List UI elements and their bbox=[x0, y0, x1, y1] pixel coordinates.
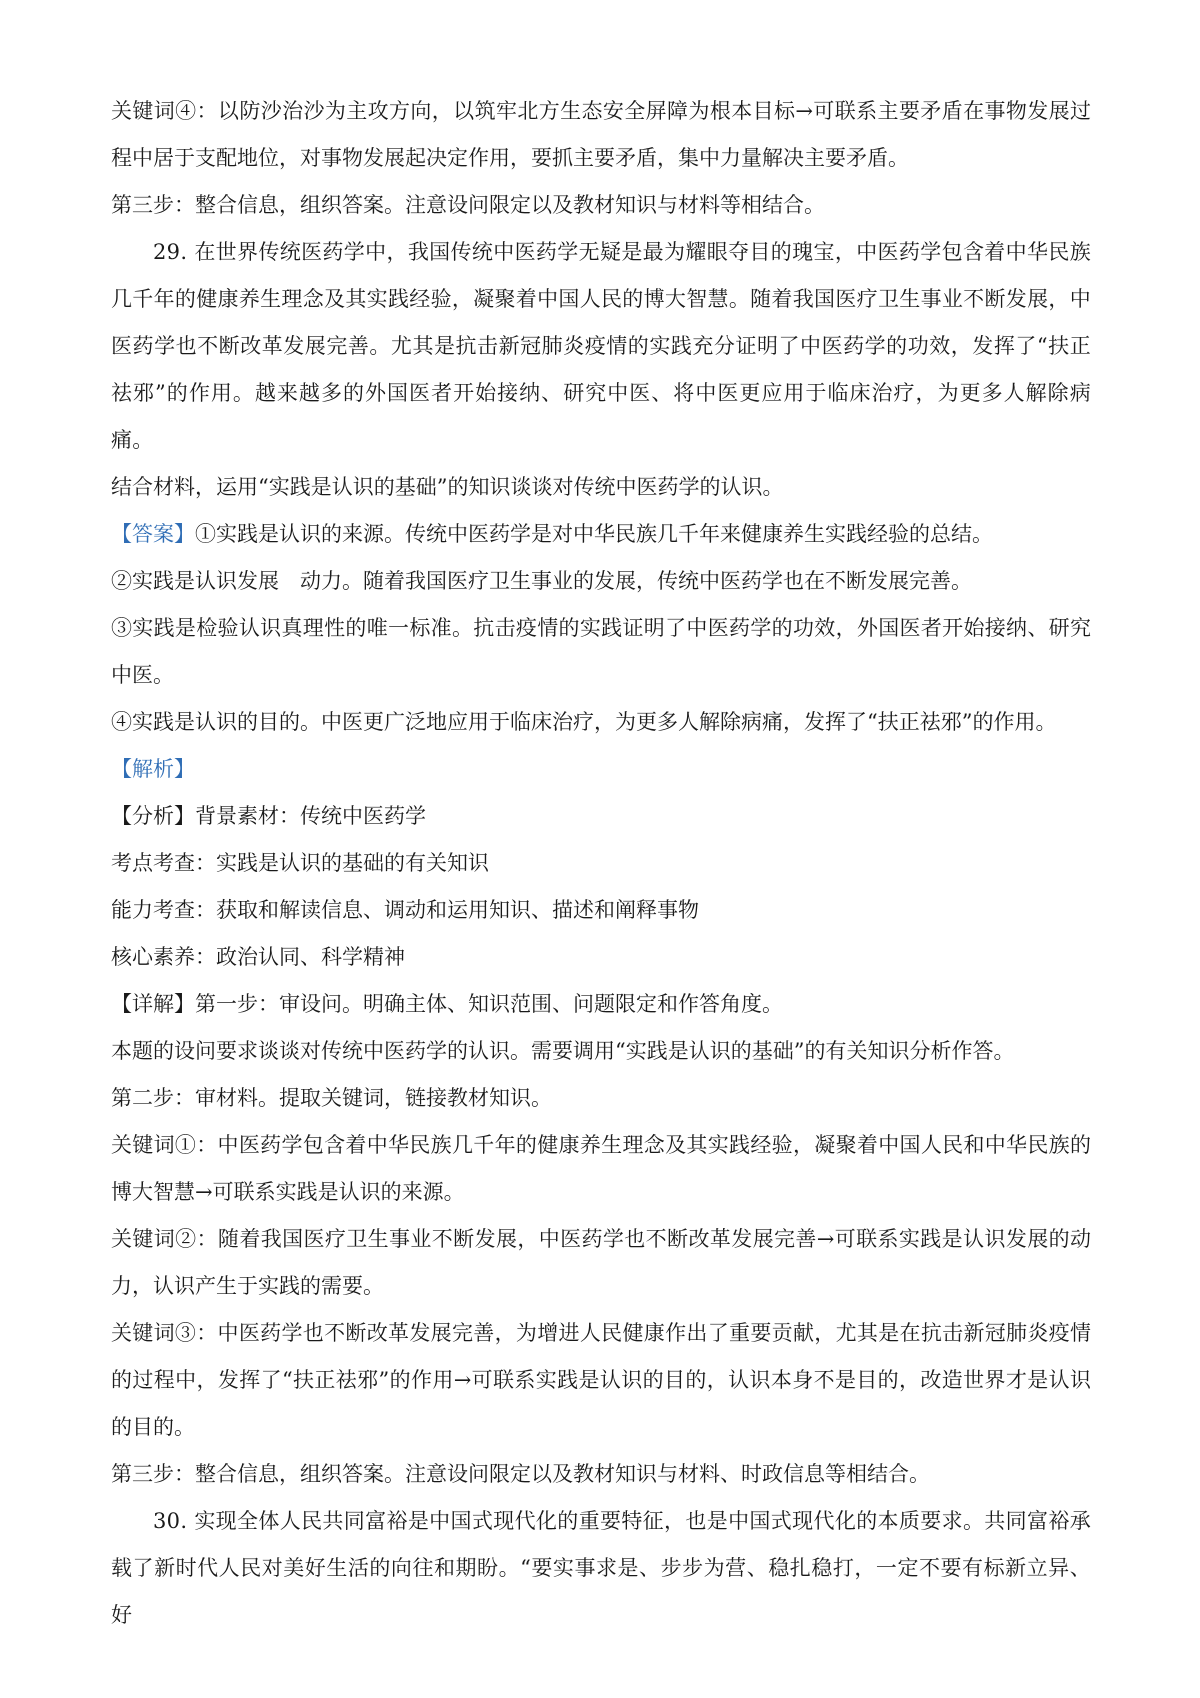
answer-line-2: ②实践是认识发展 动力。随着我国医疗卫生事业的发展，传统中医药学也在不断发展完善。 bbox=[111, 569, 972, 593]
answer-label: 【答案】 bbox=[111, 522, 195, 546]
analysis-line: 本题的设问要求谈谈对传统中医药学的认识。需要调用“实践是认识的基础”的有关知识分析作答。 bbox=[111, 1039, 1015, 1063]
analysis-line: 核心素养：政治认同、科学精神 bbox=[111, 945, 405, 969]
analysis-line: 第二步：审材料。提取关键词，链接教材知识。 bbox=[111, 1086, 552, 1110]
question-29-ask: 结合材料，运用“实践是认识的基础”的知识谈谈对传统中医药学的认识。 bbox=[111, 475, 784, 499]
keyword-4: 关键词④：以防沙治沙为主攻方向，以筑牢北方生态安全屏障为根本目标→可联系主要矛盾在事物发展过程中居于支配地位，对事物发展起决定作用，要抓主要矛盾，集中力量解决主要矛盾。 bbox=[111, 99, 1091, 170]
answer-line-3: ③实践是检验认识真理性的唯一标准。抗击疫情的实践证明了中医药学的功效，外国医者开始接纳、研究中医。 bbox=[111, 616, 1091, 687]
analysis-label: 【解析】 bbox=[111, 757, 195, 781]
analysis-line: 关键词①：中医药学包含着中华民族几千年的健康养生理念及其实践经验，凝聚着中国人民和中华民族的博大智慧→可联系实践是认识的来源。 bbox=[111, 1133, 1091, 1204]
analysis-line: 第三步：整合信息，组织答案。注意设问限定以及教材知识与材料、时政信息等相结合。 bbox=[111, 1462, 930, 1486]
analysis-line: 考点考查：实践是认识的基础的有关知识 bbox=[111, 851, 489, 875]
answer-line-4: ④实践是认识的目的。中医更广泛地应用于临床治疗，为更多人解除病痛，发挥了“扶正祛邪”的作用。 bbox=[111, 710, 1057, 734]
analysis-line: 能力考查：获取和解读信息、调动和运用知识、描述和阐释事物 bbox=[111, 898, 699, 922]
question-29-stem: 29. 在世界传统医药学中，我国传统中医药学无疑是最为耀眼夺目的瑰宝，中医药学包含着中华民族几千年的健康养生理念及其实践经验，凝聚着中国人民的博大智慧。随着我国医疗卫生事业不断发展，中医药学也不断改革发展完善。尤其是抗击新冠肺炎疫情的实践充分证明了中医药学的功效，发挥了“扶正祛邪”的作用。越来越多的外国医者开始接纳、研究中医、将中医更应用于临床治疗，为更多人解除病痛。 bbox=[111, 240, 1091, 452]
analysis-line: 【详解】第一步：审设问。明确主体、知识范围、问题限定和作答角度。 bbox=[111, 992, 783, 1016]
analysis-line: 关键词②：随着我国医疗卫生事业不断发展，中医药学也不断改革发展完善→可联系实践是认识发展的动力，认识产生于实践的需要。 bbox=[111, 1227, 1091, 1298]
analysis-line: 关键词③：中医药学也不断改革发展完善，为增进人民健康作出了重要贡献，尤其是在抗击新冠肺炎疫情的过程中，发挥了“扶正祛邪”的作用→可联系实践是认识的目的，认识本身不是目的，改造世界才是认识的目的。 bbox=[111, 1321, 1091, 1439]
step-3: 第三步：整合信息，组织答案。注意设问限定以及教材知识与材料等相结合。 bbox=[111, 193, 825, 217]
document-page bbox=[111, 88, 1091, 1639]
question-30-stem: 30. 实现全体人民共同富裕是中国式现代化的重要特征，也是中国式现代化的本质要求。共同富裕承载了新时代人民对美好生活的向往和期盼。“要实事求是、步步为营、稳扎稳打，一定不要有标新立异、好 bbox=[111, 1509, 1091, 1627]
analysis-line: 【分析】背景素材：传统中医药学 bbox=[111, 804, 426, 828]
analysis-heading bbox=[111, 746, 1091, 793]
answer-line-1: 【答案】①实践是认识的来源。传统中医药学是对中华民族几千年来健康养生实践经验的总结。 bbox=[111, 522, 993, 546]
